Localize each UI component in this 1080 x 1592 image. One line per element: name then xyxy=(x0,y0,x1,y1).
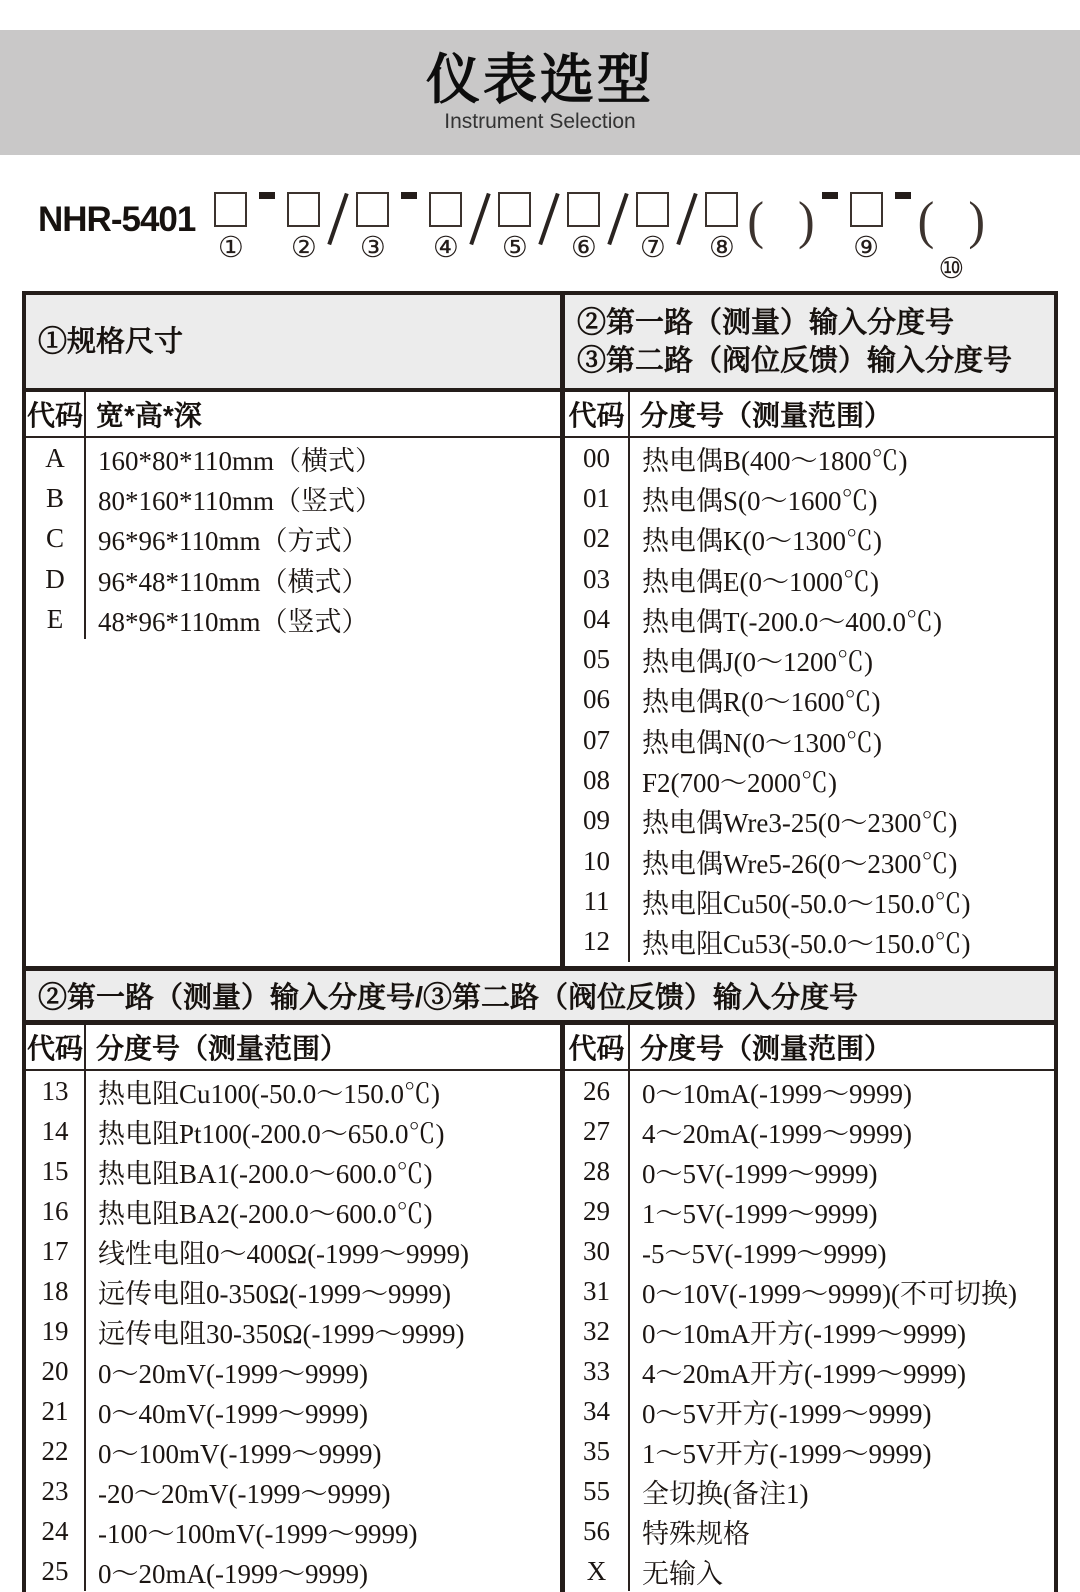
code-box xyxy=(498,192,531,227)
code-column-header: 代码 xyxy=(26,392,86,436)
row-value: 远传电阻30-350Ω(-1999～9999) xyxy=(98,1318,465,1349)
table-row xyxy=(565,1551,1054,1591)
row-code: 24 xyxy=(26,1511,86,1551)
row-code: 34 xyxy=(565,1391,630,1431)
table-row xyxy=(26,1351,560,1391)
model-dash xyxy=(890,192,916,237)
input-type-rows xyxy=(565,438,1054,966)
bottom-left-column xyxy=(26,1025,560,1592)
table-row xyxy=(26,478,560,518)
row-value: 热电阻Cu53(-50.0～150.0℃) xyxy=(642,929,971,960)
table-row xyxy=(565,1111,1054,1151)
band-title-text: ②第一路（测量）输入分度号/③第二路（阀位反馈）输入分度号 xyxy=(38,982,859,1014)
row-code: 25 xyxy=(26,1551,86,1591)
row-value: 特殊规格 xyxy=(642,1518,750,1549)
dash-separator xyxy=(895,192,911,199)
code-column-header: 代码 xyxy=(565,1025,630,1069)
table-row xyxy=(565,478,1054,518)
row-value: 1～5V(-1999～9999) xyxy=(642,1198,878,1229)
model-slash xyxy=(469,192,491,284)
row-value: F2(700～2000℃) xyxy=(642,768,837,799)
value-column-header: 分度号（测量范围） xyxy=(640,1033,893,1064)
input-type-column xyxy=(565,295,1054,966)
row-value: 热电偶N(0～1300℃) xyxy=(642,727,882,758)
input-type-section-title xyxy=(565,295,1054,392)
row-code: X xyxy=(565,1551,630,1591)
row-value: 热电偶E(0～1000℃) xyxy=(642,566,879,597)
position-number: ② xyxy=(290,232,317,264)
table-row xyxy=(565,639,1054,679)
size-spec-column-headers xyxy=(26,392,560,438)
row-code: 23 xyxy=(26,1471,86,1511)
table-row xyxy=(565,680,1054,720)
row-code: 05 xyxy=(565,639,630,679)
bottom-right-column-headers xyxy=(565,1025,1054,1071)
row-value: 96*96*110mm（方式） xyxy=(98,526,369,557)
row-code: 28 xyxy=(565,1151,630,1191)
row-code: 02 xyxy=(565,519,630,559)
row-value: -20～20mV(-1999～9999) xyxy=(98,1478,391,1509)
model-box xyxy=(207,192,254,265)
model-slash xyxy=(607,192,629,284)
table-row xyxy=(26,1391,560,1431)
row-code: 19 xyxy=(26,1311,86,1351)
bottom-left-rows xyxy=(26,1071,560,1592)
table-row xyxy=(565,519,1054,559)
row-code: 21 xyxy=(26,1391,86,1431)
row-code: 01 xyxy=(565,478,630,518)
table-row xyxy=(565,841,1054,881)
position-number: ③ xyxy=(359,232,386,264)
row-value: 热电偶Wre3-25(0～2300℃) xyxy=(642,808,958,839)
row-code: 31 xyxy=(565,1271,630,1311)
model-box xyxy=(422,192,469,265)
page-banner xyxy=(0,30,1080,155)
table-row xyxy=(26,1071,560,1111)
table-row xyxy=(565,1191,1054,1231)
model-dash xyxy=(817,192,843,237)
row-code: 55 xyxy=(565,1471,630,1511)
position-number: ⑦ xyxy=(639,232,666,264)
row-code: 29 xyxy=(565,1191,630,1231)
table-row xyxy=(565,1351,1054,1391)
table-row xyxy=(565,438,1054,478)
table-row xyxy=(565,1391,1054,1431)
row-code: 30 xyxy=(565,1231,630,1271)
row-code: 03 xyxy=(565,559,630,599)
table-row xyxy=(565,922,1054,962)
row-value: 96*48*110mm（横式） xyxy=(98,566,369,597)
table-row xyxy=(26,1191,560,1231)
slash-separator xyxy=(328,193,349,245)
code-box xyxy=(356,192,389,227)
section-title-text: ①规格尺寸 xyxy=(38,325,184,358)
section-title-line1: ②第一路（测量）输入分度号 xyxy=(577,306,955,339)
selection-table xyxy=(22,291,1058,1592)
row-value: 热电偶S(0～1600℃) xyxy=(642,485,878,516)
row-value: 0～40mV(-1999～9999) xyxy=(98,1398,368,1429)
dash-separator xyxy=(259,192,275,199)
row-value: 0～20mA(-1999～9999) xyxy=(98,1558,368,1589)
row-code: C xyxy=(26,519,86,559)
code-box xyxy=(287,192,320,227)
position-number: ④ xyxy=(432,232,459,264)
row-value: 热电阻Cu50(-50.0～150.0℃) xyxy=(642,888,971,919)
model-box xyxy=(280,192,327,265)
table-row xyxy=(565,1271,1054,1311)
model-slash xyxy=(327,192,349,284)
row-code: 00 xyxy=(565,438,630,478)
row-value: 热电偶T(-200.0～400.0℃) xyxy=(642,606,942,637)
model-parens xyxy=(745,192,816,286)
model-box xyxy=(698,192,745,265)
input-type-column-headers xyxy=(565,392,1054,438)
row-value: 0～20mV(-1999～9999) xyxy=(98,1358,368,1389)
dash-separator xyxy=(401,192,417,199)
slash-separator xyxy=(677,193,698,245)
bottom-right-rows xyxy=(565,1071,1054,1592)
row-code: 07 xyxy=(565,720,630,760)
row-code: 35 xyxy=(565,1431,630,1471)
row-code: B xyxy=(26,478,86,518)
row-value: -5～5V(-1999～9999) xyxy=(642,1238,887,1269)
model-box xyxy=(629,192,676,265)
row-value: 热电偶J(0～1200℃) xyxy=(642,647,873,678)
row-value: 热电偶K(0～1300℃) xyxy=(642,526,882,557)
parentheses: ( ) xyxy=(917,190,985,250)
row-code: 33 xyxy=(565,1351,630,1391)
row-code: 13 xyxy=(26,1071,86,1111)
bottom-right-column xyxy=(565,1025,1054,1592)
table-row xyxy=(26,519,560,559)
row-code: 10 xyxy=(565,841,630,881)
position-number: ⑤ xyxy=(501,232,528,264)
slash-separator xyxy=(539,193,560,245)
dash-separator xyxy=(822,192,838,199)
slash-separator xyxy=(470,193,491,245)
size-spec-section-title xyxy=(26,295,560,392)
row-value: 160*80*110mm（横式） xyxy=(98,445,383,476)
table-row xyxy=(565,1471,1054,1511)
row-value: 0～5V(-1999～9999) xyxy=(642,1158,878,1189)
row-value: -100～100mV(-1999～9999) xyxy=(98,1518,418,1549)
position-number: ⑩ xyxy=(938,253,965,285)
model-box xyxy=(560,192,607,265)
position-number: ⑧ xyxy=(708,232,735,264)
parentheses: ( ) xyxy=(747,190,815,250)
model-dash xyxy=(396,192,422,237)
code-box xyxy=(429,192,462,227)
table-row xyxy=(565,1511,1054,1551)
code-column-header: 代码 xyxy=(26,1025,86,1069)
position-number: ⑨ xyxy=(853,232,880,264)
table-row xyxy=(26,1271,560,1311)
value-column-header: 宽*高*深 xyxy=(96,400,202,431)
row-value: 0～100mV(-1999～9999) xyxy=(98,1438,382,1469)
table-row xyxy=(565,559,1054,599)
row-code: 56 xyxy=(565,1511,630,1551)
page-subtitle: Instrument Selection xyxy=(444,110,636,133)
table-row xyxy=(565,1431,1054,1471)
table-row xyxy=(565,599,1054,639)
table-row xyxy=(565,1311,1054,1351)
row-code: 16 xyxy=(26,1191,86,1231)
row-code: A xyxy=(26,438,86,478)
row-value: 热电阻Pt100(-200.0～650.0℃) xyxy=(98,1118,445,1149)
table-row xyxy=(26,1551,560,1591)
row-value: 0～10mA开方(-1999～9999) xyxy=(642,1318,966,1349)
row-code: 15 xyxy=(26,1151,86,1191)
model-slash xyxy=(538,192,560,284)
size-spec-rows xyxy=(26,438,560,966)
model-box xyxy=(349,192,396,265)
model-box xyxy=(491,192,538,265)
value-column-header: 分度号（测量范围） xyxy=(96,1033,349,1064)
row-code: D xyxy=(26,559,86,599)
code-box xyxy=(850,192,883,227)
row-value: 48*96*110mm（竖式） xyxy=(98,606,369,637)
row-value: 0～5V开方(-1999～9999) xyxy=(642,1398,932,1429)
slash-separator xyxy=(608,193,629,245)
table-row xyxy=(565,760,1054,800)
row-value: 热电偶B(400～1800℃) xyxy=(642,445,908,476)
row-value: 热电阻BA1(-200.0～600.0℃) xyxy=(98,1158,433,1189)
row-code: 12 xyxy=(565,922,630,962)
table-row xyxy=(26,559,560,599)
table-row xyxy=(26,1311,560,1351)
row-value: 4～20mA开方(-1999～9999) xyxy=(642,1358,966,1389)
row-value: 热电阻Cu100(-50.0～150.0℃) xyxy=(98,1078,440,1109)
table-row xyxy=(565,1231,1054,1271)
section-title-line2: ③第二路（阀位反馈）输入分度号 xyxy=(577,344,1013,377)
row-value: 热电偶Wre5-26(0～2300℃) xyxy=(642,848,958,879)
row-value: 1～5V开方(-1999～9999) xyxy=(642,1438,932,1469)
row-value: 无输入 xyxy=(642,1558,723,1589)
table-row xyxy=(565,801,1054,841)
size-spec-column xyxy=(26,295,560,966)
table-row xyxy=(26,599,560,639)
code-box xyxy=(636,192,669,227)
table-row xyxy=(26,1231,560,1271)
page-title: 仪表选型 xyxy=(426,50,654,110)
row-value: 全切换(备注1) xyxy=(642,1478,809,1509)
row-value: 0～10mA(-1999～9999) xyxy=(642,1078,912,1109)
row-code: 17 xyxy=(26,1231,86,1271)
table-row xyxy=(26,1151,560,1191)
row-code: 32 xyxy=(565,1311,630,1351)
model-box xyxy=(843,192,890,265)
middle-band-title xyxy=(26,966,1054,1025)
row-code: 09 xyxy=(565,801,630,841)
table-row xyxy=(26,1111,560,1151)
code-box xyxy=(705,192,738,227)
table-row xyxy=(565,720,1054,760)
code-box xyxy=(214,192,247,227)
position-number: ① xyxy=(217,232,244,264)
row-value: 远传电阻0-350Ω(-1999～9999) xyxy=(98,1278,452,1309)
model-prefix xyxy=(38,192,207,286)
table-row xyxy=(26,1511,560,1551)
row-code: 04 xyxy=(565,599,630,639)
bottom-section xyxy=(26,1025,1054,1592)
position-number: ⑥ xyxy=(570,232,597,264)
code-column-header: 代码 xyxy=(565,392,630,436)
table-row xyxy=(26,438,560,478)
row-value: 线性电阻0～400Ω(-1999～9999) xyxy=(98,1238,470,1269)
model-dash xyxy=(254,192,280,237)
row-value: 0～10V(-1999～9999)(不可切换) xyxy=(642,1278,1017,1309)
row-code: 20 xyxy=(26,1351,86,1391)
row-value: 4～20mA(-1999～9999) xyxy=(642,1118,912,1149)
model-code-line xyxy=(38,192,987,286)
row-code: 18 xyxy=(26,1271,86,1311)
row-value: 热电偶R(0～1600℃) xyxy=(642,687,881,718)
top-section xyxy=(26,295,1054,966)
model-slash xyxy=(676,192,698,284)
row-code: 06 xyxy=(565,680,630,720)
row-code: 27 xyxy=(565,1111,630,1151)
row-code: E xyxy=(26,599,86,639)
table-row xyxy=(565,881,1054,921)
row-code: 22 xyxy=(26,1431,86,1471)
model-prefix-text: NHR-5401 xyxy=(38,200,196,239)
code-box xyxy=(567,192,600,227)
table-row xyxy=(565,1071,1054,1111)
table-row xyxy=(26,1471,560,1511)
row-code: 08 xyxy=(565,760,630,800)
row-code: 26 xyxy=(565,1071,630,1111)
row-code: 11 xyxy=(565,881,630,921)
row-value: 热电阻BA2(-200.0～600.0℃) xyxy=(98,1198,433,1229)
value-column-header: 分度号（测量范围） xyxy=(640,400,893,431)
row-code: 14 xyxy=(26,1111,86,1151)
model-parens xyxy=(916,192,987,286)
table-row xyxy=(565,1151,1054,1191)
bottom-left-column-headers xyxy=(26,1025,560,1071)
table-row xyxy=(26,1431,560,1471)
row-value: 80*160*110mm（竖式） xyxy=(98,485,383,516)
